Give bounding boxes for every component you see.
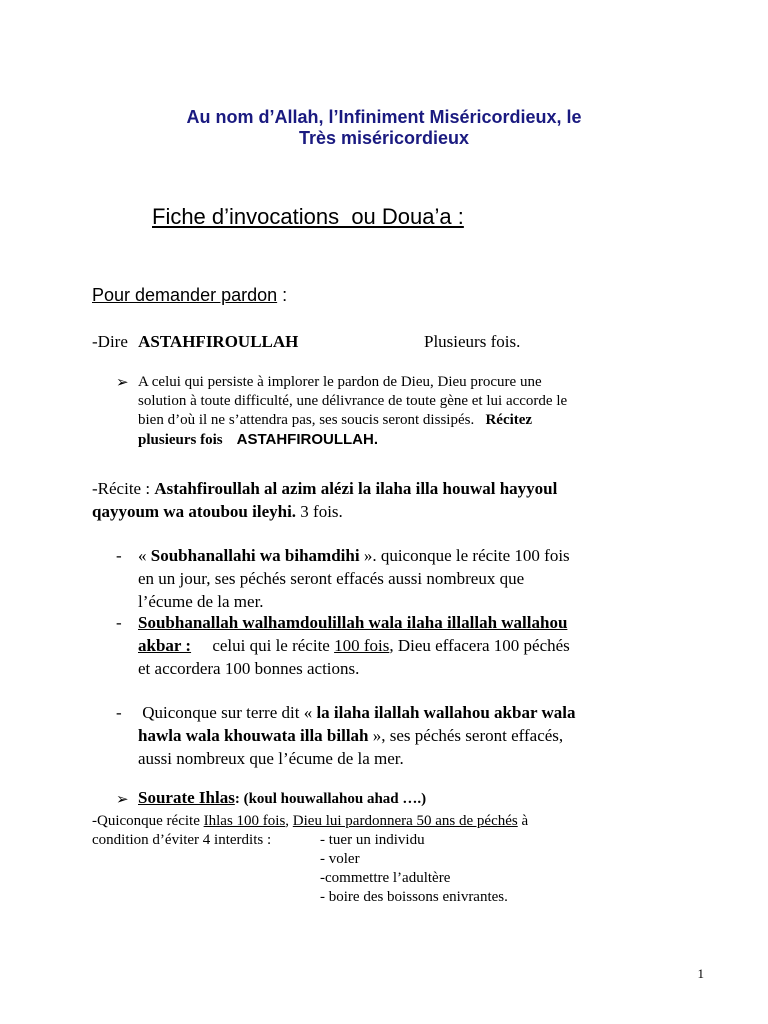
dire-prefix: -Dire [92,332,128,351]
interdit-item: - tuer un individu [320,832,425,848]
bullet-astahfiroullah: ASTAHFIROULLAH. [236,431,378,448]
dire-word: ASTAHFIROULLAH [138,332,299,351]
section-heading-colon: : [277,285,288,305]
section-heading-label: Pour demander pardon [92,285,278,305]
dash-item-3 [138,701,698,770]
ihlas-count: Ihlas 100 fois [203,813,286,829]
bullet-line-3 [138,411,678,430]
ihlas-reward: Dieu lui pardonnera 50 ans de péchés [292,813,518,829]
dire-suffix: Plusieurs fois. [424,332,521,351]
recite-line-2 [92,500,692,523]
recite-line-1 [92,477,692,500]
bullet-line-1: A celui qui persiste à implorer le pardon de Dieu, Dieu procure une [138,374,542,390]
ihlas-subtitle: : (koul houwallahou ahad ….) [234,791,427,807]
dash-item-2-bold: Soubhanallah walhamdoulillah wala ilaha illallah wallahou [138,613,568,632]
dash-item-2-line-1 [138,611,698,634]
recite-prefix: -Récite : [92,479,155,498]
dash-marker-2: - [116,613,122,632]
bullet-line-2: solution à toute difficulté, une délivrance de toute gène et lui accorde le [138,393,568,409]
ihlas-line-2: condition d’éviter 4 interdits : [92,832,272,848]
interdit-item: - voler [320,851,360,867]
dash-item-3-line-3: aussi nombreux que l’écume de la mer. [138,749,404,768]
bullet-recitez: Récitez [485,412,533,428]
header-line-2: Très miséricordieux [298,128,470,148]
dash-item-3-bold-2: hawla wala khouwata illa billah [138,726,369,745]
recite-bold-2: qayyoum wa atoubou ileyhi. [92,502,297,521]
recite-suffix: 3 fois. [296,502,343,521]
dash-item-2-tail: , Dieu effacera 100 péchés [389,636,570,655]
dash-item-2-line-2 [138,634,698,657]
bullet-paragraph [138,373,678,450]
page-title: Fiche d’invocations ou Doua’a : [152,204,464,229]
ihlas-line-1 [92,812,652,831]
page-number: 1 [697,966,704,981]
ihlas-line-1-a: -Quiconque récite [92,813,204,829]
quote-open: « [138,546,151,565]
dash-item-2-count: 100 fois [334,636,390,655]
dash-item-2 [138,611,698,680]
dash-item-1-line-1 [138,544,698,567]
dash-item-3-bold: la ilaha ilallah wallahou akbar wala [316,703,576,722]
dash-item-3-tail: », ses péchés seront effacés, [368,726,564,745]
section-heading-pardon [92,285,287,306]
bullet-line-4 [138,430,678,450]
bullet-plusieurs: plusieurs fois [138,432,223,448]
dash-marker-1: - [116,546,122,565]
ihlas-line-1-c: , [285,813,293,829]
interdit-item: -commettre l’adultère [320,870,451,886]
arrow-bullet-icon: ➢ [116,375,129,391]
dash-item-3-line-2 [138,724,698,747]
dash-item-2-text: celui qui le récite [191,636,335,655]
ihlas-line-1-e: à [517,813,529,829]
dash-item-1-bold: Soubhanallahi wa bihamdihi [150,546,360,565]
bullet-line-3-text: bien d’où il ne s’attendra pas, ses soucis seront dissipés. [138,412,475,428]
dash-item-2-line-3: et accordera 100 bonnes actions. [138,659,360,678]
dash-item-2-akbar: akbar : [138,636,192,655]
recite-bold-1: Astahfiroullah al azim alézi la ilaha illa houwal hayyoul [154,479,558,498]
header-line-1: Au nom d’Allah, l’Infiniment Miséricordieux, le [186,107,582,127]
ihlas-title: Sourate Ihlas [138,788,235,807]
interdit-item: - boire des boissons enivrantes. [320,889,508,905]
dire-line [92,330,298,353]
dash-item-1-line-2: en un jour, ses péchés seront effacés aussi nombreux que [138,569,525,588]
arrow-bullet-icon: ➢ [116,792,129,808]
dash-marker-3: - [116,703,122,722]
dash-item-1-tail: ». quiconque le récite 100 fois [359,546,570,565]
document-header [0,107,768,149]
interdits-list [320,831,508,907]
dash-item-1-line-3: l’écume de la mer. [138,592,264,611]
dash-item-1 [138,544,698,613]
dash-item-3-text: Quiconque sur terre dit « [138,703,317,722]
recite-paragraph [92,477,692,523]
ihlas-heading [138,788,426,808]
dash-item-3-line-1 [138,701,698,724]
